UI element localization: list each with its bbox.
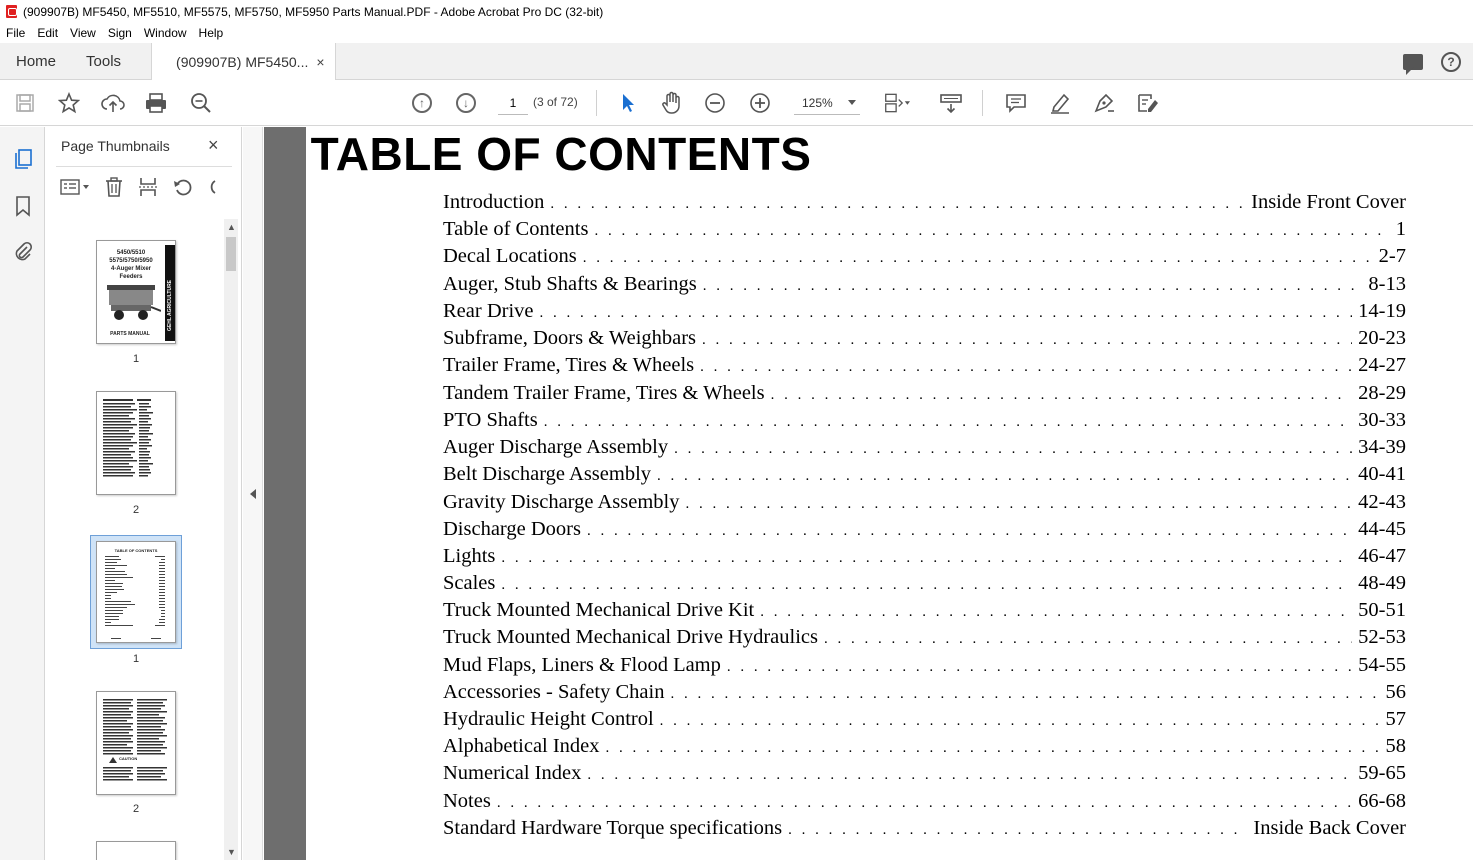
toc-entry-title: Gravity Discharge Assembly xyxy=(443,491,680,513)
thumbnail-text-lines xyxy=(101,397,171,489)
toc-entry-title: Truck Mounted Mechanical Drive Kit xyxy=(443,599,755,621)
toc-entry[interactable] xyxy=(443,762,1406,786)
thumbnail-cover-text: 5450/5510 5575/5750/5950 4-Auger Mixer Feeders xyxy=(109,250,153,280)
toc-entry-title: Lights xyxy=(443,545,496,567)
toc-entry[interactable] xyxy=(443,327,1406,351)
thumbnail-page-4[interactable] xyxy=(96,691,176,795)
toc-entry-page: 1 xyxy=(1395,218,1406,240)
bookmarks-icon[interactable] xyxy=(12,194,34,218)
toc-entry[interactable] xyxy=(443,545,1406,569)
zoom-level-select[interactable] xyxy=(794,91,860,115)
toc-entry-page: 20-23 xyxy=(1358,327,1406,349)
toc-dot-leader xyxy=(670,686,1379,703)
panel-title: Page Thumbnails xyxy=(61,138,170,154)
toc-dot-leader xyxy=(771,387,1353,404)
menu-bar xyxy=(0,23,1473,43)
menu-file[interactable]: File xyxy=(6,26,26,40)
toc-dot-leader xyxy=(501,550,1352,567)
toc-entry[interactable] xyxy=(443,491,1406,515)
toc-dot-leader xyxy=(702,332,1352,349)
acrobat-icon xyxy=(6,5,17,18)
pdf-page xyxy=(306,127,1473,860)
thumbnail-page-3[interactable] xyxy=(96,541,176,643)
toc-entry[interactable] xyxy=(443,790,1406,814)
toc-dot-leader xyxy=(587,767,1352,784)
toc-entry-page: 59-65 xyxy=(1358,762,1406,784)
highlight-pen-icon[interactable] xyxy=(1047,90,1073,116)
toc-entry-page: 34-39 xyxy=(1358,436,1406,458)
tab-document[interactable] xyxy=(151,43,335,81)
menu-help[interactable]: Help xyxy=(198,26,224,40)
toc-entry-page: 14-19 xyxy=(1358,300,1406,322)
toc-entry-page: 48-49 xyxy=(1358,572,1406,594)
scroll-mode-icon[interactable] xyxy=(938,90,964,116)
next-page-icon[interactable]: ↓ xyxy=(453,90,479,116)
page-number-input[interactable] xyxy=(498,91,528,115)
toc-entry[interactable] xyxy=(443,599,1406,623)
close-panel-icon[interactable]: × xyxy=(208,135,219,155)
toc-dot-leader xyxy=(657,468,1352,485)
tab-home[interactable]: Home xyxy=(16,52,57,70)
thumbnail-cover-brand: GEHL AGRICULTURE xyxy=(167,279,173,331)
toc-entry-page: 24-27 xyxy=(1358,354,1406,376)
toc-entry-title: Discharge Doors xyxy=(443,518,581,540)
toc-entry[interactable] xyxy=(443,191,1406,215)
page-thumbnails-panel xyxy=(46,127,242,860)
toc-dot-leader xyxy=(497,795,1352,812)
toc-entry[interactable] xyxy=(443,735,1406,759)
zoom-out-icon[interactable] xyxy=(702,90,728,116)
toc-entry-title: Hydraulic Height Control xyxy=(443,708,654,730)
thumbnail-scrollbar[interactable] xyxy=(224,219,238,860)
bookmark-star-icon[interactable] xyxy=(56,90,82,116)
toc-dot-leader xyxy=(540,305,1353,322)
toc-dot-leader xyxy=(660,713,1380,730)
thumbnail-text-lines xyxy=(101,697,171,791)
toc-entry[interactable] xyxy=(443,681,1406,705)
toc-entry-page: 52-53 xyxy=(1358,626,1406,648)
toc-entry-title: Numerical Index xyxy=(443,762,582,784)
thumbnail-page-1[interactable] xyxy=(96,240,176,344)
toc-entry[interactable] xyxy=(443,300,1406,324)
toc-entry-page: 30-33 xyxy=(1358,409,1406,431)
thumbnail-list xyxy=(46,219,224,860)
toc-entry-page: 46-47 xyxy=(1358,545,1406,567)
toc-entry-title: Tandem Trailer Frame, Tires & Wheels xyxy=(443,382,765,404)
toc-entry-title: Standard Hardware Torque specifications xyxy=(443,817,783,839)
toc-entry-title: Table of Contents xyxy=(443,218,589,240)
toc-entry[interactable] xyxy=(443,354,1406,378)
mixer-feeder-illustration xyxy=(103,283,161,323)
menu-sign[interactable]: Sign xyxy=(107,26,132,40)
toc-dot-leader xyxy=(788,822,1247,839)
thumbnail-caution-label: CAUTION xyxy=(119,756,138,761)
toc-entry-title: PTO Shafts xyxy=(443,409,538,431)
toc-entry[interactable] xyxy=(443,817,1406,841)
window-title: (909907B) MF5450, MF5510, MF5575, MF5750, MF5950 Parts Manual.PDF - Adobe Acrobat Pro DC (32-bit) xyxy=(23,4,604,19)
tab-bar xyxy=(0,43,1473,80)
upload-cloud-icon[interactable] xyxy=(100,90,126,116)
toc-entry-title: Rear Drive xyxy=(443,300,534,322)
toc-entry-page: 54-55 xyxy=(1358,654,1406,676)
toc-entry-title: Accessories - Safety Chain xyxy=(443,681,665,703)
toc-dot-leader xyxy=(674,441,1352,458)
toc-entry-page: Inside Back Cover xyxy=(1253,817,1406,839)
main-toolbar xyxy=(0,80,1473,126)
toc-entry-page: 50-51 xyxy=(1358,599,1406,621)
toc-entry[interactable] xyxy=(443,572,1406,596)
toc-entry-title: Alphabetical Index xyxy=(443,735,600,757)
toc-entry-page: Inside Front Cover xyxy=(1251,191,1406,213)
toc-entry[interactable] xyxy=(443,382,1406,406)
toc-entry-page: 57 xyxy=(1385,708,1406,730)
toc-entry[interactable] xyxy=(443,218,1406,242)
scrollbar-thumb[interactable] xyxy=(226,237,236,271)
select-cursor-icon[interactable] xyxy=(615,90,641,116)
toc-entry-page: 66-68 xyxy=(1358,790,1406,812)
toc-dot-leader xyxy=(700,359,1352,376)
panel-collapse-handle[interactable] xyxy=(243,127,263,860)
window-titlebar xyxy=(0,0,1473,23)
toc-dot-leader xyxy=(594,223,1389,240)
comment-icon[interactable] xyxy=(1003,90,1029,116)
toc-entry-title: Truck Mounted Mechanical Drive Hydraulics xyxy=(443,626,818,648)
previous-page-icon[interactable]: ↑ xyxy=(409,90,435,116)
document-viewport[interactable] xyxy=(264,127,1473,860)
zoom-search-icon[interactable] xyxy=(188,90,214,116)
toc-dot-leader xyxy=(550,196,1245,213)
toc-entry[interactable] xyxy=(443,626,1406,650)
thumbnail-page-2[interactable] xyxy=(96,391,176,495)
toc-entry-page: 40-41 xyxy=(1358,463,1406,485)
toc-dot-leader xyxy=(703,278,1363,295)
toc-entry-title: Auger, Stub Shafts & Bearings xyxy=(443,273,697,295)
toc-dot-leader xyxy=(685,496,1352,513)
page-heading: TABLE OF CONTENTS xyxy=(310,128,812,180)
toc-entry-page: 8-13 xyxy=(1368,273,1406,295)
tab-close-icon[interactable]: × xyxy=(316,54,325,70)
thumbnail-label-3: 1 xyxy=(132,653,140,665)
menu-edit[interactable]: Edit xyxy=(37,26,59,40)
toc-entry[interactable] xyxy=(443,409,1406,433)
page-layout-icon[interactable] xyxy=(884,90,910,116)
menu-view[interactable]: View xyxy=(70,26,96,40)
toc-entry-page: 44-45 xyxy=(1358,518,1406,540)
thumbnail-toc-lines xyxy=(105,556,167,640)
edit-pdf-icon[interactable] xyxy=(1135,90,1161,116)
thumbnail-label-4: 2 xyxy=(132,803,140,815)
toc-dot-leader xyxy=(501,577,1352,594)
thumbnail-page-5[interactable] xyxy=(96,841,176,860)
zoom-level-value: 125% xyxy=(802,95,833,110)
comment-bubble-icon[interactable] xyxy=(1403,54,1423,70)
toc-entry-title: Mud Flaps, Liners & Flood Lamp xyxy=(443,654,721,676)
hand-tool-icon[interactable] xyxy=(659,90,685,116)
toc-entry-page: 56 xyxy=(1385,681,1406,703)
thumbnail-toc-heading: TABLE OF CONTENTS xyxy=(114,548,158,553)
thumbnail-cover-footer: PARTS MANUAL xyxy=(110,331,150,337)
toc-dot-leader xyxy=(544,414,1352,431)
toc-entry-title: Decal Locations xyxy=(443,245,577,267)
tab-tools[interactable]: Tools xyxy=(86,52,122,70)
toolbar-divider xyxy=(982,90,983,116)
thumbnail-label-2: 2 xyxy=(132,504,140,516)
toc-entry-title: Auger Discharge Assembly xyxy=(443,436,669,458)
toc-entry[interactable] xyxy=(443,518,1406,542)
toc-entry[interactable] xyxy=(443,654,1406,678)
toc-dot-leader xyxy=(606,740,1380,757)
toc-entry[interactable] xyxy=(443,273,1406,297)
scroll-down-icon[interactable]: ▼ xyxy=(227,847,236,857)
menu-window[interactable]: Window xyxy=(143,26,187,40)
toc-entry-page: 2-7 xyxy=(1378,245,1406,267)
toc-entry[interactable] xyxy=(443,436,1406,460)
toc-entry-title: Notes xyxy=(443,790,491,812)
toc-dot-leader xyxy=(587,523,1352,540)
toc-entry[interactable] xyxy=(443,245,1406,269)
toc-entry-title: Subframe, Doors & Weighbars xyxy=(443,327,697,349)
toc-entry-title: Scales xyxy=(443,572,496,594)
page-count: (3 of 72) xyxy=(533,95,578,109)
attachments-icon[interactable] xyxy=(12,240,34,264)
sign-pen-icon[interactable] xyxy=(1091,90,1117,116)
toc-dot-leader xyxy=(727,659,1352,676)
toc-entry-title: Introduction xyxy=(443,191,545,213)
save-icon[interactable] xyxy=(12,90,38,116)
toc-entry-page: 42-43 xyxy=(1358,491,1406,513)
toc-dot-leader xyxy=(760,604,1352,621)
toc-entry-title: Belt Discharge Assembly xyxy=(443,463,652,485)
toc-dot-leader xyxy=(824,631,1352,648)
toc-entry[interactable] xyxy=(443,463,1406,487)
toc-entry-page: 28-29 xyxy=(1358,382,1406,404)
collapse-arrow-icon xyxy=(250,489,256,499)
zoom-in-icon[interactable] xyxy=(747,90,773,116)
help-icon[interactable]: ? xyxy=(1441,52,1461,72)
toc-entry-page: 58 xyxy=(1385,735,1406,757)
toc-entry[interactable] xyxy=(443,708,1406,732)
toc-entry-title: Trailer Frame, Tires & Wheels xyxy=(443,354,695,376)
toolbar-divider xyxy=(596,90,597,116)
tab-document-label: (909907B) MF5450... xyxy=(176,54,309,70)
print-icon[interactable] xyxy=(143,90,169,116)
thumbnail-label-1: 1 xyxy=(132,353,140,365)
chevron-down-icon xyxy=(848,100,856,109)
scroll-up-icon[interactable]: ▲ xyxy=(227,222,236,232)
toc-dot-leader xyxy=(583,250,1373,267)
navigation-rail xyxy=(0,127,45,860)
